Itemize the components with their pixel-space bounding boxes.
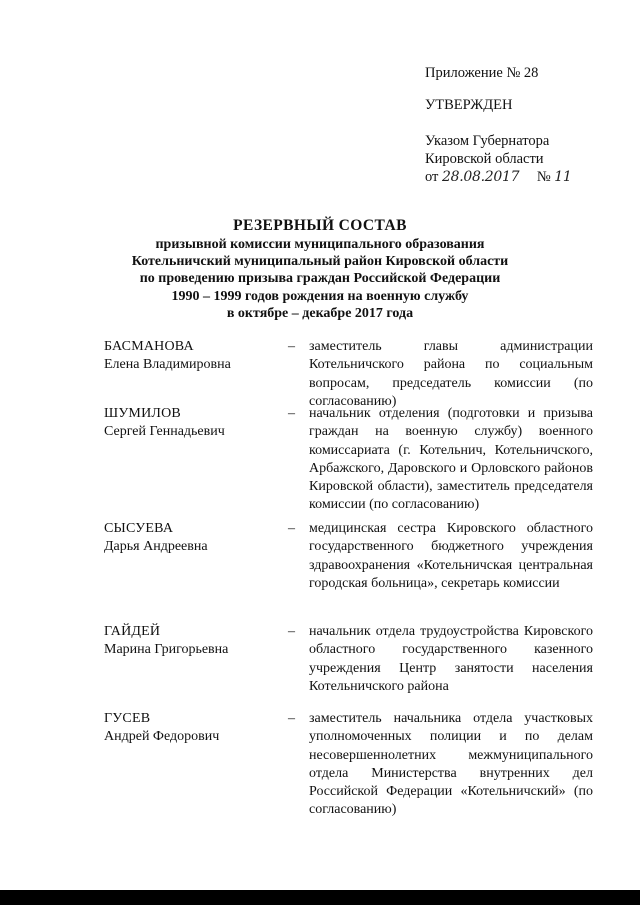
title-line-2: Котельничский муниципальный район Кировской области (131, 254, 509, 270)
date-prefix: от (425, 169, 439, 185)
title-main: РЕЗЕРВНЫЙ СОСТАВ (233, 217, 407, 234)
member-role: заместитель главы администрации Котельничского района по социальным вопросам, председатель комиссии (по согласованию) (309, 339, 593, 409)
member-dash: – (288, 521, 295, 536)
member-given-name: Дарья Андреевна (104, 539, 208, 554)
decree-line-2: Кировской области (425, 151, 544, 167)
member-dash: – (288, 711, 295, 726)
member-surname: БАСМАНОВА (104, 339, 194, 354)
handwritten-number: 11 (554, 169, 572, 185)
title-line-5: в октябре – декабре 2017 года (226, 305, 414, 321)
member-dash: – (288, 624, 295, 639)
member-name (104, 520, 284, 556)
title-line-3: по проведению призыва граждан Российской Федерации (139, 271, 501, 287)
member-dash: – (288, 406, 295, 421)
member-dash: – (288, 339, 295, 354)
member-role: заместитель начальника отдела участковых уполномоченных полиции и по делам несовершеннолетних межмуниципального отдела Министерства внутренних дел Российской Федерации «Котельничский» (по согласованию) (309, 711, 593, 818)
approved-stamp-text (425, 96, 512, 114)
member-name (104, 338, 284, 374)
member-surname: ШУМИЛОВ (104, 406, 181, 421)
approved-label: УТВЕРЖДЕН (425, 97, 513, 113)
decree-reference (425, 132, 572, 186)
member-name (104, 623, 284, 659)
member-surname: ГУСЕВ (104, 711, 151, 726)
document-title (0, 216, 640, 322)
member-given-name: Елена Владимировна (104, 357, 231, 372)
member-role: медицинская сестра Кировского областного государственного бюджетного учреждения здравоохранения «Котельничская центральная городская больница», секретарь комиссии (309, 521, 593, 591)
member-name (104, 405, 284, 441)
member-surname: СЫСУЕВА (104, 521, 174, 536)
member-surname: ГАЙДЕЙ (104, 624, 161, 639)
title-line-1: призывной комиссии муниципального образования (155, 237, 485, 252)
decree-line-1: Указом Губернатора (425, 133, 550, 149)
member-given-name: Андрей Федорович (104, 729, 220, 744)
member-role: начальник отдела трудоустройства Кировского областного государственного казенного учреждения Центр занятости населения Котельничского района (309, 624, 593, 694)
handwritten-date: 28.08.2017 (442, 169, 520, 185)
title-line-4: 1990 – 1999 годов рождения на военную службу (171, 288, 469, 304)
member-name (104, 710, 284, 746)
annex-label (425, 64, 538, 82)
scan-bottom-edge (0, 890, 640, 905)
number-label: № (536, 169, 551, 185)
member-role: начальник отделения (подготовки и призыва граждан на военную службу) военного комиссариата (г. Котельнич, Котельничского, Арбажского, Даровского и Орловского районов Кировской области), заместитель председателя комиссии (по согласованию) (309, 406, 593, 513)
decree-date-line (425, 168, 572, 186)
annex-number-text: Приложение № 28 (425, 65, 539, 81)
member-given-name: Сергей Геннадьевич (104, 424, 225, 439)
member-given-name: Марина Григорьевна (104, 642, 229, 657)
